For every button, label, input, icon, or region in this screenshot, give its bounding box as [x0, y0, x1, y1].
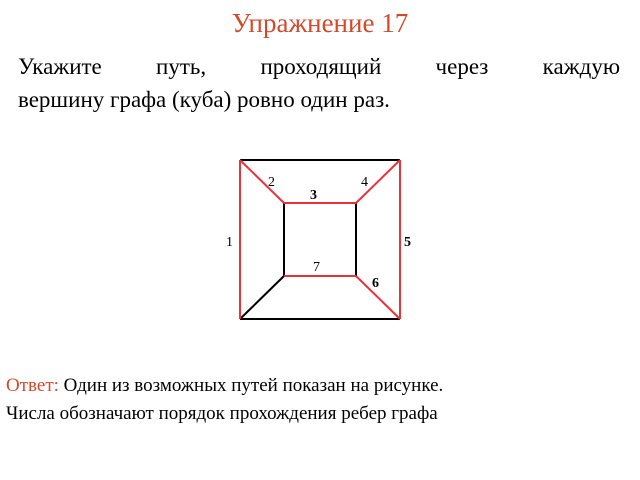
- edge-label-3: 3: [310, 188, 317, 203]
- path-edge-2: [240, 160, 284, 203]
- edge-label-1: 1: [226, 235, 233, 250]
- edge-label-7: 7: [313, 260, 320, 275]
- answer-block: [6, 372, 636, 428]
- exercise-title: Упражнение 17: [231, 8, 409, 38]
- edge-diagonal-bottom-left: [240, 276, 284, 319]
- edge-label-2: 2: [268, 175, 275, 190]
- edge-label-5: 5: [404, 235, 411, 250]
- edge-label-4: 4: [361, 175, 368, 190]
- task-line-2: вершину графа (куба) ровно один раз.: [18, 87, 390, 112]
- answer-line-1: Один из возможных путей показан на рисунке.: [58, 375, 444, 396]
- edge-label-6: 6: [372, 276, 379, 291]
- answer-label: Ответ:: [6, 375, 59, 396]
- answer-line-2: Числа обозначают порядок прохождения ребер графа: [6, 403, 438, 424]
- task-line-1: Укажите путь, проходящий через каждую: [18, 54, 620, 79]
